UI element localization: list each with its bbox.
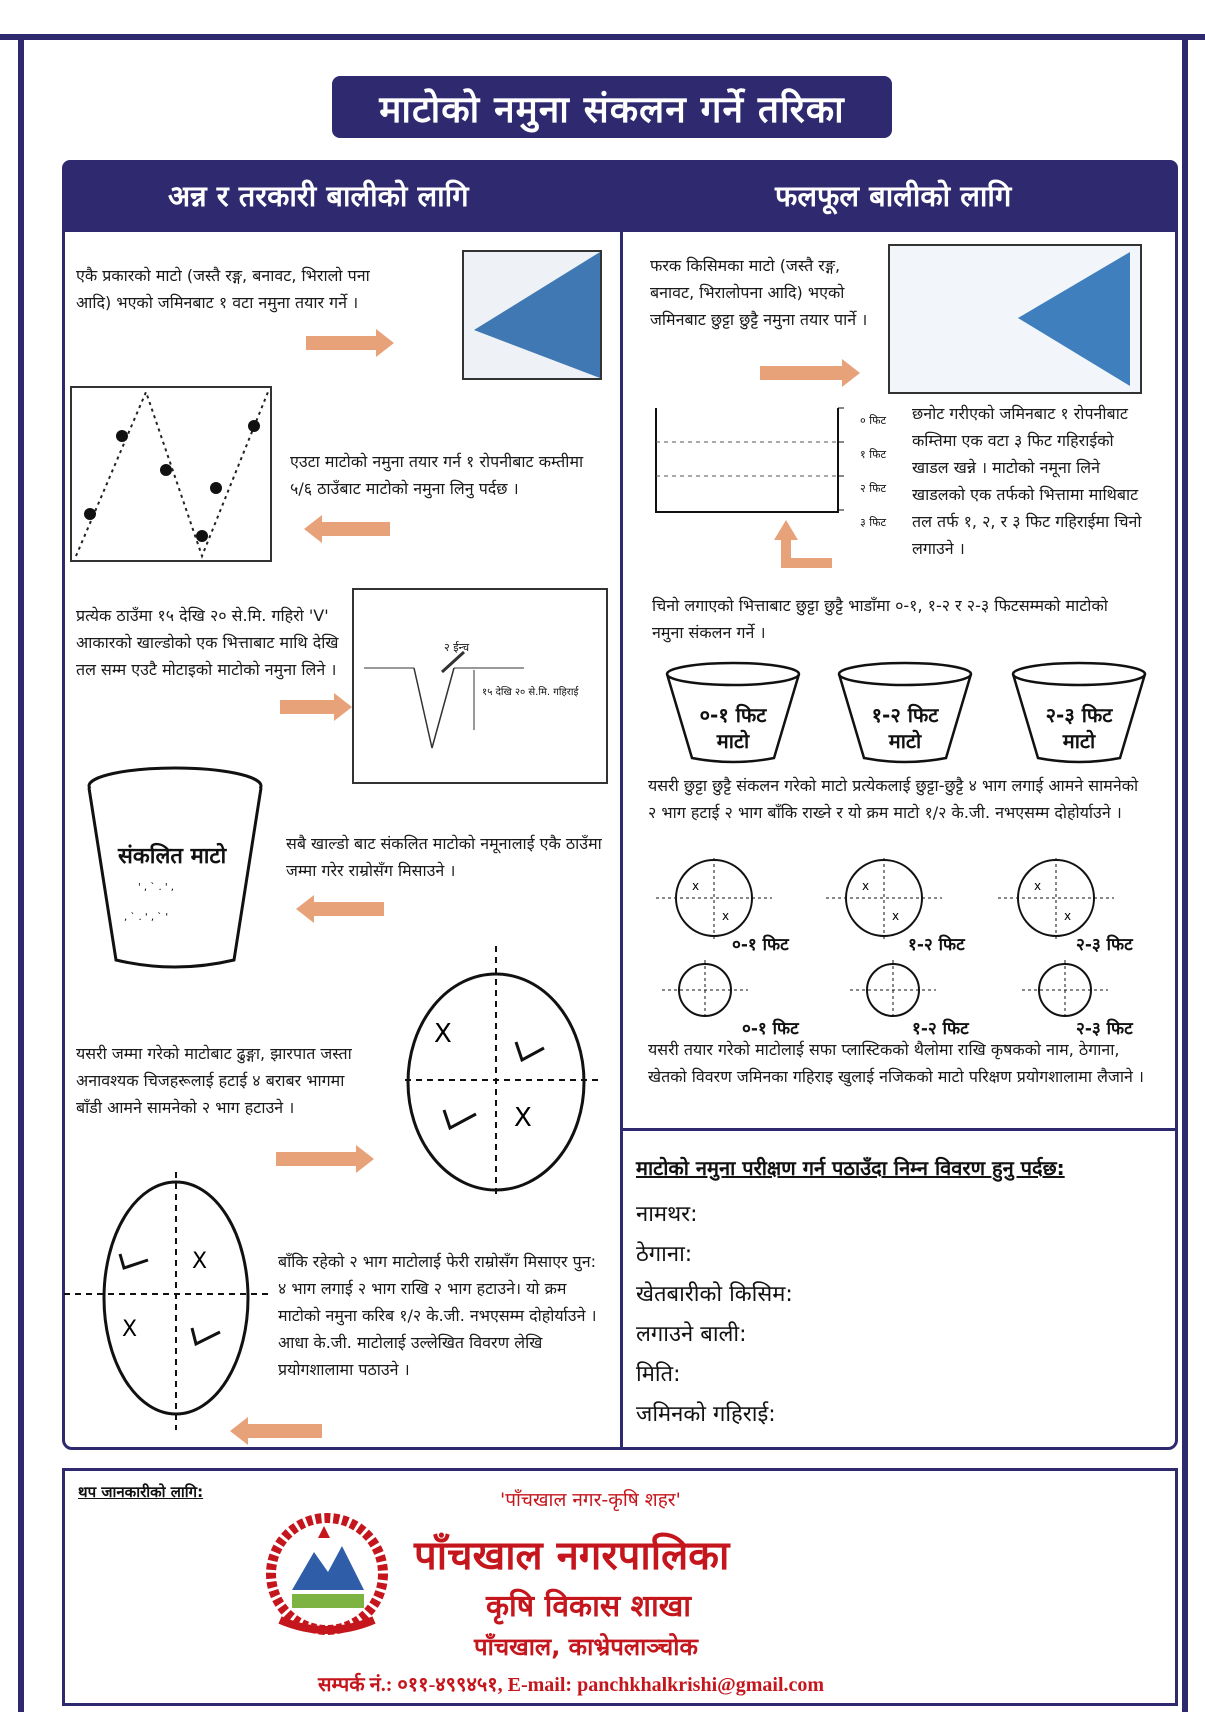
cup-1-2-line1: १-२ फिट	[871, 703, 939, 727]
svg-text:x: x	[692, 879, 700, 893]
sketch-label-depth: १५ देखि २० से.मि. गहिराई	[482, 687, 579, 698]
quartering-circle-large	[404, 942, 604, 1202]
arrow-right-4	[760, 366, 844, 380]
cup-2-3	[1010, 660, 1148, 766]
quarter-circle-small-icon	[662, 960, 748, 1020]
form-field-depth: जमिनको गहिराई:	[636, 1402, 776, 1427]
emblem-icon	[262, 1512, 392, 1642]
depth-mark-1: १ फिट	[860, 448, 887, 461]
depth-mark-3: ३ फिट	[860, 516, 887, 529]
quartering-diagram-2	[64, 1168, 274, 1434]
svg-text:X: X	[122, 1317, 138, 1342]
depth-label-r2-2: १-२ फिट	[912, 1019, 969, 1039]
contact-line: सम्पर्क नं.: ०११-४९९४५१, E-mail: panchkhalkrishi@gmail.com	[318, 1674, 825, 1696]
zigzag-path	[72, 388, 270, 560]
arrow-left-1	[320, 522, 390, 536]
cup-2-3-line2: माटो	[1062, 729, 1096, 753]
arrow-right-1	[306, 336, 378, 350]
quarter-circle-r1-3	[998, 858, 1114, 940]
arrow-right-2	[280, 700, 336, 714]
form-field-name: नामथर:	[636, 1202, 698, 1227]
svg-text:x: x	[722, 909, 730, 923]
field-photo-graphic	[890, 246, 1140, 392]
svg-text:x: x	[892, 909, 900, 923]
form-title: माटोको नमुना परीक्षण गर्न पठाउँदा निम्न विवरण हुनु पर्दछ:	[636, 1156, 1065, 1180]
branch-name: कृषि विकास शाखा	[486, 1589, 692, 1624]
depth-marks	[860, 404, 886, 540]
left-step-1: एकै प्रकारको माटो (जस्तै रङ्ग, बनावट, भिरालो पना आदि) भएको जमिनबाट १ वटा नमुना तयार गर्ने ।	[76, 266, 370, 312]
svg-text:X: X	[514, 1103, 532, 1133]
page-title: माटोको नमुना संकलन गर्ने तरिका	[332, 76, 892, 138]
right-step-5: यसरी तयार गरेको माटोलाई सफा प्लास्टिकको थैलोमा राखि कृषकको नाम, ठेगाना, खेतको विवरण जमिनका गहिराइ खुलाई नजिकको माटो परिक्षण प्रयोगशालामा लैजाने ।	[648, 1040, 1144, 1086]
quarter-circle-r1-2	[826, 858, 942, 940]
cup-0-1-line2: माटो	[716, 729, 750, 753]
cup-0-1-line1: ०-१ फिट	[699, 703, 767, 727]
quarter-circle-icon	[998, 858, 1114, 940]
svg-text:x: x	[1034, 879, 1042, 893]
left-step-5: यसरी जम्मा गरेको माटोबाट ढुङ्गा, झारपात जस्ता अनावश्यक चिजहरूलाई हटाई ४ बराबर भागमा बाँडी आमने सामनेको २ भाग हटाउने ।	[76, 1044, 352, 1117]
municipality-name: पाँचखाल नगरपालिका	[414, 1533, 730, 1579]
left-step-4: सबै खाल्डो बाट संकलित माटोको नमूनालाई एकै ठाउँमा जम्मा गरेर राम्रोसँग मिसाउने ।	[286, 834, 602, 880]
cup-1-2-line2: माटो	[888, 729, 922, 753]
right-step-1: फरक किसिमका माटो (जस्तै रङ्ग, बनावट, भिरालोपना आदि) भएको जमिनबाट छुट्टा छुट्टै नमुना तयार पार्ने ।	[650, 256, 868, 329]
quarter-circle-r2-2	[850, 960, 936, 1020]
cup-0-1	[664, 660, 802, 766]
form-field-land-type: खेतबारीको किसिम:	[636, 1282, 793, 1307]
arrow-up	[768, 520, 838, 570]
quartering-diagram-1	[404, 942, 604, 1202]
municipality-emblem	[262, 1512, 392, 1642]
svg-text:x: x	[1064, 909, 1072, 923]
left-step-6: बाँकि रहेको २ भाग माटोलाई फेरी राम्रोसँग मिसाएर पुन: ४ भाग लगाई २ भाग राखि २ भाग हटाउने। यो क्रम माटोको नमुना करिब १/२ के.जी. नभएसम्म दोहोर्याउने । आधा के.जी. माटोलाई उल्लेखित विवरण लेखि प्रयोगशालामा पठाउने ।	[278, 1252, 597, 1379]
svg-text:, ` . ' , ` ': , ` . ' , ` '	[124, 912, 169, 923]
svg-text:X: X	[192, 1249, 208, 1274]
left-step-3: प्रत्येक ठाउँमा १५ देखि २० से.मि. गहिरो 'V' आकारको खाल्डोको एक भित्ताबाट माथि देखि तल सम्म एउटै मोटाइको माटोको नमुना लिने ।	[76, 606, 339, 679]
depth-mark-2: २ फिट	[860, 482, 887, 495]
form-field-crop: लगाउने बाली:	[636, 1322, 747, 1347]
svg-text:x: x	[862, 879, 870, 893]
zigzag-sampling-diagram	[70, 386, 272, 562]
form-divider	[622, 1128, 1178, 1131]
right-column-title: फलफूल बालीको लागि	[775, 179, 1012, 213]
quarter-circle-r1-1	[656, 858, 772, 940]
quarter-circle-r2-3	[1022, 960, 1108, 1020]
depth-label-r1-3: २-३ फिट	[1076, 935, 1133, 955]
arrow-right-3	[276, 1152, 358, 1166]
svg-text:X: X	[434, 1019, 452, 1049]
depth-label-r1-1: ०-१ फिट	[732, 935, 789, 955]
depth-label-r2-1: ०-१ फिट	[742, 1019, 799, 1039]
more-info-label: थप जानकारीको लागि:	[78, 1483, 204, 1501]
form-field-address: ठेगाना:	[636, 1242, 693, 1267]
quarter-circle-small-icon	[850, 960, 936, 1020]
arrow-left-3	[246, 1424, 322, 1438]
depth-mark-0: ० फिट	[860, 414, 887, 427]
slogan: 'पाँचखाल नगर-कृषि शहर'	[500, 1489, 681, 1511]
arrow-up-icon	[768, 520, 838, 570]
right-step-4: यसरी छुट्टा छुट्टै संकलन गरेको माटो प्रत्येकलाई छुट्टा-छुट्टै ४ भाग लगाई आमने सामनेको २ भाग हटाई २ भाग बाँकि राख्ने र यो क्रम माटो १/२ के.जी. नभएसम्म दोहोर्याउने ।	[648, 776, 1139, 822]
right-step-2: छनोट गरीएको जमिनबाट १ रोपनीबाट कम्तिमा एक वटा ३ फिट गहिराईको खाडल खन्ने । माटोको नमूना लिने खाडलको एक तर्फको भित्तामा माथिबाट तल तर्फ १, २, र ३ फिट गहिराईमा चिनो लगाउने ।	[912, 404, 1142, 558]
field-photo	[888, 244, 1142, 394]
svg-text:' , ` . ' ,: ' , ` . ' ,	[138, 882, 174, 893]
quarter-circle-small-icon	[1022, 960, 1108, 1020]
sketch-label-top: २ ईन्च	[444, 641, 470, 654]
right-step-3: चिनो लगाएको भित्ताबाट छुट्टा छुट्टै भाडाँमा ०-१, १-२ र २-३ फिटसम्मको माटोको नमुना संकलन गर्ने ।	[652, 596, 1108, 642]
depth-label-r1-2: १-२ फिट	[908, 935, 965, 955]
form-field-date: मिति:	[636, 1362, 681, 1387]
quarter-circle-r2-1	[662, 960, 748, 1020]
bucket-label: संकलित माटो	[118, 844, 227, 869]
cup-2-3-line1: २-३ फिट	[1045, 703, 1113, 727]
left-step-2: एउटा माटोको नमुना तयार गर्न १ रोपनीबाट कम्तीमा ५/६ ठाउँबाट माटोको नमुना लिनु पर्दछ ।	[290, 452, 584, 498]
column-divider	[620, 232, 623, 1450]
cup-1-2	[836, 660, 974, 766]
quartering-circle-small	[64, 1168, 274, 1434]
top-band	[0, 0, 1205, 40]
land-photo	[462, 250, 602, 380]
quarter-circle-icon	[826, 858, 942, 940]
depth-label-r2-3: २-३ फिट	[1076, 1019, 1133, 1039]
land-photo-graphic	[464, 252, 600, 378]
quarter-circle-icon	[656, 858, 772, 940]
location: पाँचखाल, काभ्रेपलाञ्चोक	[474, 1633, 698, 1661]
arrow-left-2	[312, 902, 384, 916]
left-column-title: अन्न र तरकारी बालीको लागि	[168, 179, 469, 213]
